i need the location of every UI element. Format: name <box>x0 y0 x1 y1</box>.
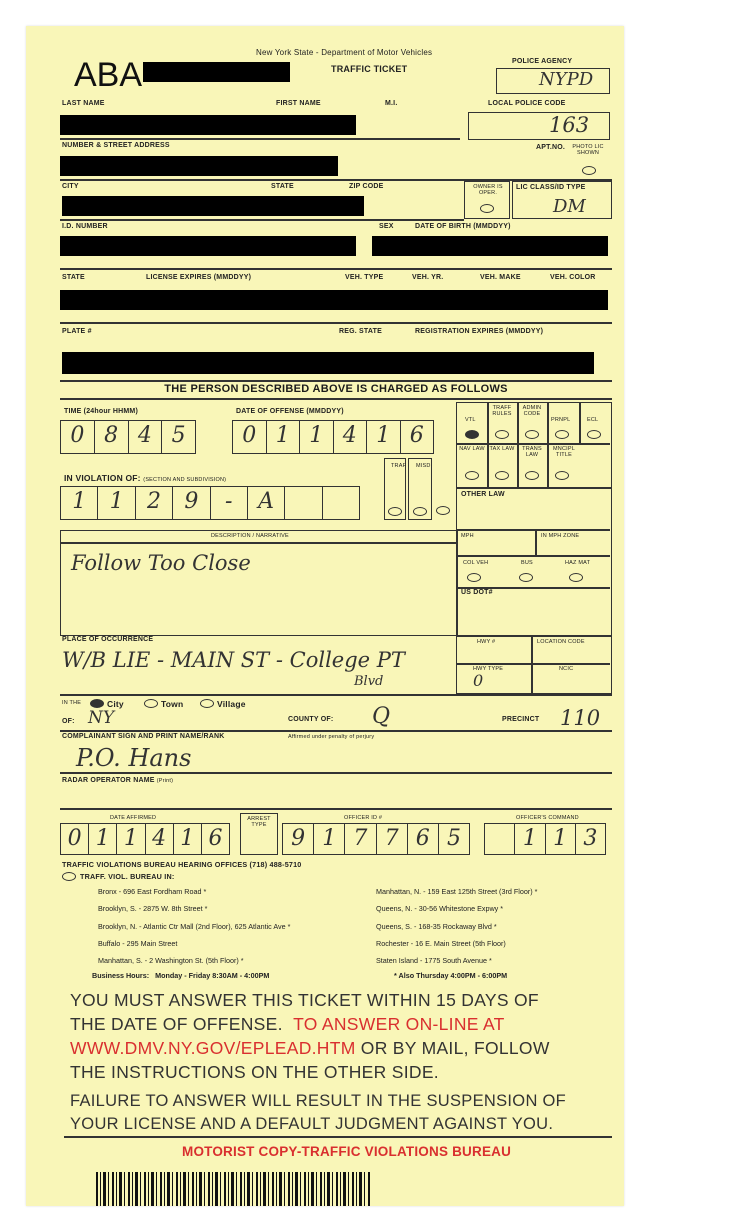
precinct-value: 110 <box>560 706 601 730</box>
rule <box>64 1136 612 1138</box>
rule <box>60 268 612 270</box>
apt-label: APT.NO. <box>536 144 566 151</box>
rule <box>60 380 612 382</box>
law-codes-grid <box>456 402 612 488</box>
offices-heading: TRAFFIC VIOLATIONS BUREAU HEARING OFFICES (718) 488-5710 <box>62 860 302 869</box>
mi-label: M.I. <box>385 100 398 107</box>
mph-label: MPH <box>461 533 474 539</box>
veh-make-label: VEH. MAKE <box>480 274 521 281</box>
license-expires-label: LICENSE EXPIRES (MMDDYY) <box>146 274 252 281</box>
county-label: COUNTY OF: <box>288 716 334 723</box>
veh-yr-label: VEH. YR. <box>412 274 444 281</box>
reg-state-label: REG. STATE <box>339 328 382 335</box>
zip-label: ZIP CODE <box>349 183 384 190</box>
rule <box>60 730 612 732</box>
redaction-address <box>60 156 338 176</box>
traffic-ticket <box>26 26 624 1206</box>
police-agency-box <box>496 68 610 94</box>
traf-circle <box>388 507 402 516</box>
place-value: W/B LIE - MAIN ST - College PT <box>62 648 405 672</box>
notice-line-3: WWW.DMV.NY.GOV/EPLEAD.HTM OR BY MAIL, FOLLOW <box>70 1038 550 1058</box>
right-info-panel <box>456 488 612 636</box>
law-circle <box>525 471 539 480</box>
rule <box>60 322 612 324</box>
town-option-circle <box>144 699 158 708</box>
time-label: TIME (24hour HHMM) <box>64 408 138 415</box>
law-traff: TRAFF RULES <box>492 405 512 417</box>
traff-viol-circle <box>62 872 76 881</box>
office-left-1: Bronx - 696 East Fordham Road * <box>98 887 207 896</box>
time-digits: 0 8 4 5 <box>60 420 196 454</box>
redaction-plate <box>62 352 594 374</box>
notice-line-4: THE INSTRUCTIONS ON THE OTHER SIDE. <box>70 1062 439 1082</box>
reg-expires-label: REGISTRATION EXPIRES (MMDDYY) <box>415 328 544 335</box>
complainant-label: COMPLAINANT SIGN AND PRINT NAME/RANK <box>62 733 225 740</box>
id-number-label: I.D. NUMBER <box>62 223 108 230</box>
notice-line-6: YOUR LICENSE AND A DEFAULT JUDGMENT AGAINST YOU. <box>70 1115 554 1133</box>
hwy-label: HWY # <box>477 639 496 645</box>
law-ecl: ECL <box>587 417 599 423</box>
rule <box>60 694 612 696</box>
barcode <box>96 1172 371 1206</box>
lic-class-label: LIC CLASS/ID TYPE <box>516 184 586 191</box>
office-right-2: Queens, N. - 30-56 Whitestone Expwy * <box>376 904 504 913</box>
rule <box>60 219 464 221</box>
arrest-type-box <box>240 813 278 855</box>
hwy-panel <box>456 636 612 694</box>
other-law-label: OTHER LAW <box>461 491 505 498</box>
first-name-label: FIRST NAME <box>276 100 321 107</box>
town-option-label: Town <box>161 699 184 709</box>
complainant-signature: P.O. Hans <box>76 744 192 772</box>
law-tax: TAX LAW <box>489 446 515 452</box>
police-agency-label: POLICE AGENCY <box>512 58 573 65</box>
date-affirmed-label: DATE AFFIRMED <box>110 815 157 821</box>
ncic-label: NCIC <box>559 666 574 672</box>
law-circle <box>495 471 509 480</box>
description-box <box>60 530 458 636</box>
officer-id-label: OFFICER ID # <box>344 815 383 821</box>
officer-command-label: OFFICER'S COMMAND <box>516 815 579 821</box>
officer-id-digits: 9 1 7 7 6 5 <box>282 823 470 855</box>
hwy-type-value: 0 <box>473 671 484 690</box>
rule <box>60 138 460 140</box>
office-left-4: Buffalo - 295 Main Street <box>98 939 178 948</box>
misd-box <box>408 458 432 520</box>
precinct-label: PRECINCT <box>502 716 540 723</box>
date-offense-label: DATE OF OFFENSE (MMDDYY) <box>236 408 344 415</box>
owner-circle <box>480 204 494 213</box>
law-prnpl: PRNPL <box>551 417 571 423</box>
motorist-copy-label: MOTORIST COPY-TRAFFIC VIOLATIONS BUREAU <box>182 1144 512 1159</box>
office-right-5: Staten Island - 1775 South Avenue * <box>376 956 492 965</box>
misd-label: MISD <box>416 463 431 469</box>
dob-label: DATE OF BIRTH (MMDDYY) <box>415 223 511 230</box>
of-value: NY <box>88 708 115 728</box>
veh-color-label: VEH. COLOR <box>550 274 596 281</box>
ticket-number-prefix: ABA <box>74 56 143 94</box>
place-label: PLACE OF OCCURRENCE <box>62 636 154 643</box>
place-value-2: Blvd <box>354 674 384 689</box>
date-affirmed-digits: 0 1 1 4 1 6 <box>60 823 230 855</box>
law-admin: ADMIN CODE <box>522 405 542 417</box>
notice-line-5: FAILURE TO ANSWER WILL RESULT IN THE SUSPENSION OF <box>70 1092 567 1110</box>
in-the-label: IN THE <box>62 700 82 706</box>
ticket-title: TRAFFIC TICKET <box>331 64 408 74</box>
arrest-type-label: ARREST TYPE <box>247 816 271 828</box>
city-option-label: City <box>107 699 124 709</box>
law-mncipl: MNCIPL TITLE <box>553 446 575 458</box>
redaction-ticket-number <box>143 62 290 82</box>
police-agency-value: NYPD <box>539 69 594 90</box>
rule <box>60 772 612 774</box>
traf-box <box>384 458 406 520</box>
sex-label: SEX <box>379 223 394 230</box>
hwy-type-label: HWY TYPE <box>473 666 504 672</box>
col-veh-circle <box>467 573 481 582</box>
description-value: Follow Too Close <box>71 551 251 575</box>
state-label: STATE <box>271 183 294 190</box>
law-circle <box>555 430 569 439</box>
county-value: Q <box>372 704 391 729</box>
office-left-3: Brooklyn, N. - Atlantic Ctr Mall (2nd Floor), 625 Atlantic Ave * <box>98 922 291 931</box>
charged-heading: THE PERSON DESCRIBED ABOVE IS CHARGED AS FOLLOWS <box>164 383 508 395</box>
redaction-name <box>60 115 356 135</box>
location-code-label: LOCATION CODE <box>537 639 585 645</box>
rule <box>60 398 612 400</box>
of-label: OF: <box>62 718 75 725</box>
owner-label: OWNER IS OPER. <box>473 184 503 196</box>
offices-subheading: TRAFF. VIOL. BUREAU IN: <box>80 872 175 881</box>
law-circle <box>587 430 601 439</box>
law-vtl: VTL <box>465 417 476 423</box>
law-circle <box>555 471 569 480</box>
plate-label: PLATE # <box>62 328 92 335</box>
office-right-4: Rochester - 16 E. Main Street (5th Floor) <box>376 939 506 948</box>
city-label: CITY <box>62 183 79 190</box>
notice-line-1: YOU MUST ANSWER THIS TICKET WITHIN 15 DAYS OF <box>70 990 539 1010</box>
owner-box <box>464 181 510 219</box>
radar-label: RADAR OPERATOR NAME (Print) <box>62 777 174 784</box>
law-trans: TRANS LAW <box>522 446 542 458</box>
law-circle <box>495 430 509 439</box>
redaction-vehicle <box>60 290 608 310</box>
lic-class-value: DM <box>553 196 586 217</box>
haz-mat-circle <box>569 573 583 582</box>
office-right-3: Queens, S. - 168-35 Rockaway Blvd * <box>376 922 497 931</box>
bus-label: BUS <box>521 560 533 566</box>
redaction-id <box>60 236 356 256</box>
office-left-2: Brooklyn, S. - 2875 W. 8th Street * <box>98 904 208 913</box>
local-police-code-value: 163 <box>549 113 590 137</box>
office-right-1: Manhattan, N. - 159 East 125th Street (3rd Floor) * <box>376 887 538 896</box>
date-offense-digits: 0 1 1 4 1 6 <box>232 420 434 454</box>
local-police-code-box <box>468 112 610 140</box>
description-label: DESCRIPTION / NARRATIVE <box>211 533 289 539</box>
thursday-hours: * Also Thursday 4:00PM - 6:00PM <box>394 971 508 980</box>
village-option-label: Village <box>217 699 246 709</box>
officer-command-digits: 1 1 3 <box>484 823 606 855</box>
law-circle <box>465 471 479 480</box>
village-option-circle <box>200 699 214 708</box>
agency-line: New York State - Department of Motor Vehicles <box>256 48 433 57</box>
redaction-dob <box>372 236 608 256</box>
law-circle <box>525 430 539 439</box>
violation-label: IN VIOLATION OF: (SECTION AND SUBDIVISION) <box>64 473 227 483</box>
in-mph-zone-label: IN MPH ZONE <box>541 533 580 539</box>
redaction-city <box>62 196 364 216</box>
law-nav: NAV LAW <box>459 446 485 452</box>
last-name-label: LAST NAME <box>62 100 105 107</box>
rule <box>60 808 612 810</box>
bus-circle <box>519 573 533 582</box>
lic-class-box <box>512 181 612 219</box>
violation-circle <box>436 506 450 515</box>
haz-mat-label: HAZ MAT <box>565 560 591 566</box>
col-veh-label: COL VEH <box>463 560 489 566</box>
violation-digits: 1 1 2 9 - A <box>60 486 360 520</box>
state2-label: STATE <box>62 274 85 281</box>
traf-label: TRAF <box>391 463 407 469</box>
affirmed-label: Affirmed under penalty of perjury <box>288 734 375 740</box>
business-hours: Business Hours: Monday - Friday 8:30AM - 4:00PM <box>92 971 270 980</box>
street-label: NUMBER & STREET ADDRESS <box>62 142 170 149</box>
city-option-filled <box>90 699 104 708</box>
misd-circle <box>413 507 427 516</box>
notice-line-2: THE DATE OF OFFENSE. TO ANSWER ON-LINE AT <box>70 1014 505 1034</box>
us-dot-label: US DOT# <box>461 589 493 596</box>
law-vtl-circle-filled <box>465 430 479 439</box>
local-police-code-label: LOCAL POLICE CODE <box>488 100 566 107</box>
photo-lic-label: PHOTO LIC SHOWN <box>572 144 604 156</box>
veh-type-label: VEH. TYPE <box>345 274 384 281</box>
office-left-5: Manhattan, S. - 2 Washington St. (5th Floor) * <box>98 956 244 965</box>
photo-lic-circle <box>582 166 596 175</box>
